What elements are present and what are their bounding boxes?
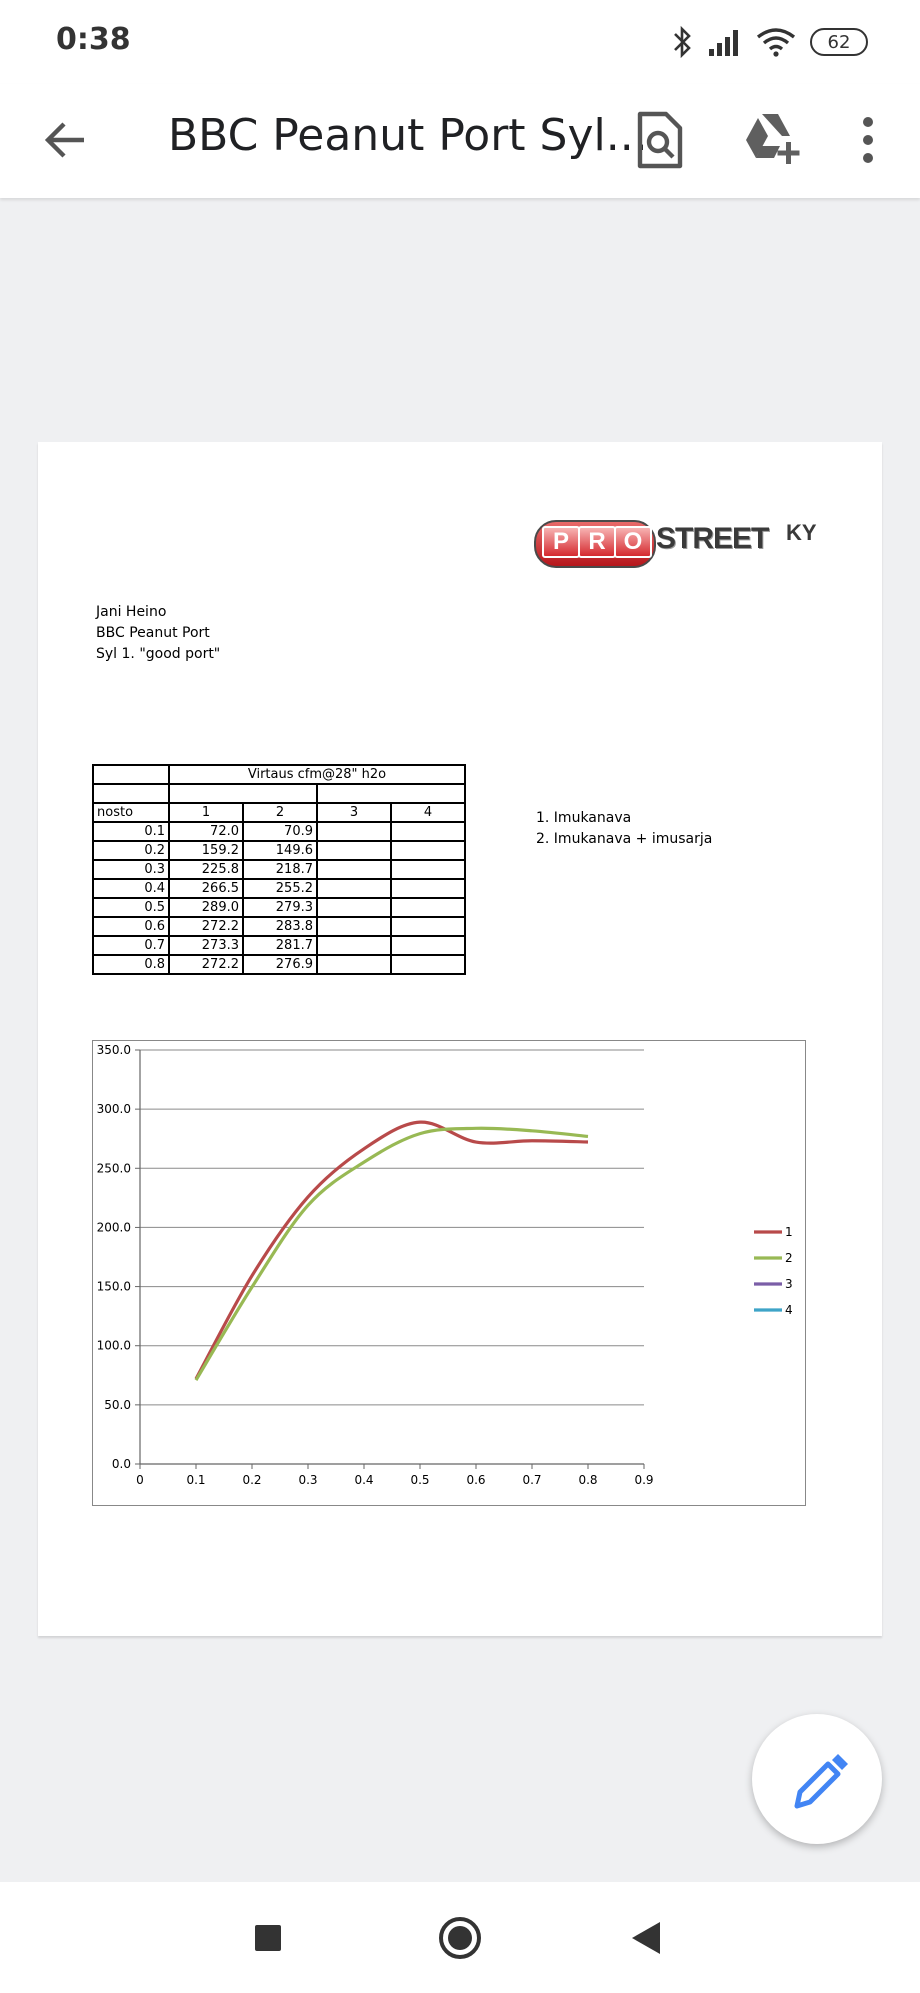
logo-letter: R xyxy=(578,526,616,558)
flow-chart xyxy=(92,1040,806,1506)
chart-x-tick-label: 0.9 xyxy=(634,1473,654,1487)
flow-table xyxy=(92,764,466,975)
system-nav-bar xyxy=(0,1882,920,1993)
author-line: Jani Heino xyxy=(96,604,167,620)
chart-y-tick-label: 350.0 xyxy=(96,1043,131,1057)
edit-fab[interactable] xyxy=(752,1714,882,1844)
table-cell-value: 218.7 xyxy=(243,860,317,879)
table-column-header: 2 xyxy=(243,803,317,822)
document-title: BBC Peanut Port Syl... xyxy=(168,110,648,161)
table-cell-empty xyxy=(317,955,391,974)
table-cell-value: 272.2 xyxy=(169,917,243,936)
author-line: Syl 1. "good port" xyxy=(96,646,221,662)
chart-y-tick-label: 300.0 xyxy=(96,1102,131,1117)
table-cell-empty xyxy=(317,936,391,955)
chart-x-tick-label: 0.5 xyxy=(410,1473,430,1487)
table-body xyxy=(93,822,465,974)
legend-notes xyxy=(536,808,712,850)
table-cell-value: 159.2 xyxy=(169,841,243,860)
table-cell-value: 276.9 xyxy=(243,955,317,974)
chart-y-tick-label: 150.0 xyxy=(96,1279,131,1294)
table-cell-empty xyxy=(317,822,391,841)
chart-x-tick-label: 0.2 xyxy=(242,1473,262,1487)
logo-street-text: STREET xyxy=(656,522,769,555)
chart-x-tick-label: 0.8 xyxy=(578,1473,598,1487)
chart-legend-label: 3 xyxy=(785,1277,793,1291)
recents-square-icon[interactable] xyxy=(244,1914,292,1962)
table-cell-lift: 0.8 xyxy=(93,955,169,974)
logo-letter: O xyxy=(614,526,652,558)
logo-ky-text: KY xyxy=(786,520,817,545)
legend-note: 2. Imukanava + imusarja xyxy=(536,831,713,847)
table-cell-empty xyxy=(391,936,465,955)
table-cell-value: 149.6 xyxy=(243,841,317,860)
table-row xyxy=(93,765,465,784)
author-block xyxy=(96,602,220,665)
table-cell-lift: 0.6 xyxy=(93,917,169,936)
status-icons xyxy=(672,22,868,62)
table-row xyxy=(93,898,465,917)
table-cell-value: 283.8 xyxy=(243,917,317,936)
table-column-header: 4 xyxy=(391,803,465,822)
battery-level: 62 xyxy=(827,31,851,53)
home-circle-icon[interactable] xyxy=(436,1914,484,1962)
table-cell-value: 225.8 xyxy=(169,860,243,879)
table-row xyxy=(93,860,465,879)
chart-x-tick-label: 0 xyxy=(136,1473,144,1487)
battery-icon xyxy=(810,28,868,56)
bluetooth-icon xyxy=(672,25,694,59)
prostreet-logo xyxy=(534,518,834,570)
table-cell-empty xyxy=(317,879,391,898)
table-cell-empty xyxy=(391,898,465,917)
table-cell-empty xyxy=(391,879,465,898)
status-time: 0:38 xyxy=(56,22,131,57)
app-bar xyxy=(0,84,920,198)
signal-icon xyxy=(708,27,742,57)
table-header-row xyxy=(93,803,465,822)
table-cell-lift: 0.1 xyxy=(93,822,169,841)
table-row xyxy=(93,917,465,936)
table-cell-lift: 0.3 xyxy=(93,860,169,879)
table-cell-value: 281.7 xyxy=(243,936,317,955)
table-row xyxy=(93,879,465,898)
table-row xyxy=(93,841,465,860)
table-cell-value: 272.2 xyxy=(169,955,243,974)
table-cell-value: 266.5 xyxy=(169,879,243,898)
table-cell-lift: 0.4 xyxy=(93,879,169,898)
edit-pencil-icon xyxy=(752,1714,882,1844)
table-cell-empty xyxy=(391,822,465,841)
table-cell-value: 273.3 xyxy=(169,936,243,955)
chart-x-tick-label: 0.1 xyxy=(186,1473,206,1487)
author-line: BBC Peanut Port xyxy=(96,625,210,641)
logo-letter: P xyxy=(542,526,580,558)
table-row xyxy=(93,936,465,955)
table-cell-empty xyxy=(391,860,465,879)
table-cell-value: 70.9 xyxy=(243,822,317,841)
table-row-header: nosto xyxy=(93,803,169,822)
chart-x-tick-label: 0.7 xyxy=(522,1473,542,1487)
table-cell-value: 279.3 xyxy=(243,898,317,917)
chart-y-tick-label: 50.0 xyxy=(104,1397,131,1412)
chart-x-tick-label: 0.6 xyxy=(466,1473,486,1487)
chart-y-tick-label: 100.0 xyxy=(96,1338,131,1353)
table-cell-empty xyxy=(391,841,465,860)
table-column-header: 3 xyxy=(317,803,391,822)
table-cell-empty xyxy=(391,917,465,936)
table-cell-lift: 0.7 xyxy=(93,936,169,955)
back-triangle-icon[interactable] xyxy=(624,1914,672,1962)
table-row xyxy=(93,784,465,803)
chart-x-tick-label: 0.3 xyxy=(298,1473,318,1487)
table-row xyxy=(93,955,465,974)
legend-note: 1. Imukanava xyxy=(536,810,632,826)
table-cell-empty xyxy=(391,955,465,974)
table-cell-empty xyxy=(317,898,391,917)
table-cell-value: 72.0 xyxy=(169,822,243,841)
table-row xyxy=(93,822,465,841)
find-in-page-icon[interactable] xyxy=(628,108,692,172)
table-cell-empty xyxy=(317,841,391,860)
table-cell-empty xyxy=(317,917,391,936)
table-cell-lift: 0.5 xyxy=(93,898,169,917)
chart-frame xyxy=(93,1041,806,1506)
table-cell-value: 289.0 xyxy=(169,898,243,917)
more-vert-icon[interactable] xyxy=(836,108,900,172)
back-arrow-icon[interactable] xyxy=(40,112,96,168)
chart-y-tick-label: 0.0 xyxy=(111,1457,131,1471)
status-bar xyxy=(0,0,920,84)
chart-y-tick-label: 200.0 xyxy=(96,1220,131,1235)
table-cell-empty xyxy=(317,860,391,879)
wifi-icon xyxy=(756,27,796,57)
drive-add-icon[interactable] xyxy=(740,108,804,172)
table-cell-value: 255.2 xyxy=(243,879,317,898)
chart-y-tick-label: 250.0 xyxy=(96,1161,131,1176)
document-page[interactable] xyxy=(38,442,882,1636)
table-column-header: 1 xyxy=(169,803,243,822)
chart-legend-label: 1 xyxy=(785,1225,793,1239)
chart-legend-label: 2 xyxy=(785,1251,793,1265)
table-group-header: Virtaus cfm@28" h2o xyxy=(169,765,465,784)
chart-x-tick-label: 0.4 xyxy=(354,1473,374,1487)
table-cell-lift: 0.2 xyxy=(93,841,169,860)
chart-legend-label: 4 xyxy=(785,1303,793,1317)
